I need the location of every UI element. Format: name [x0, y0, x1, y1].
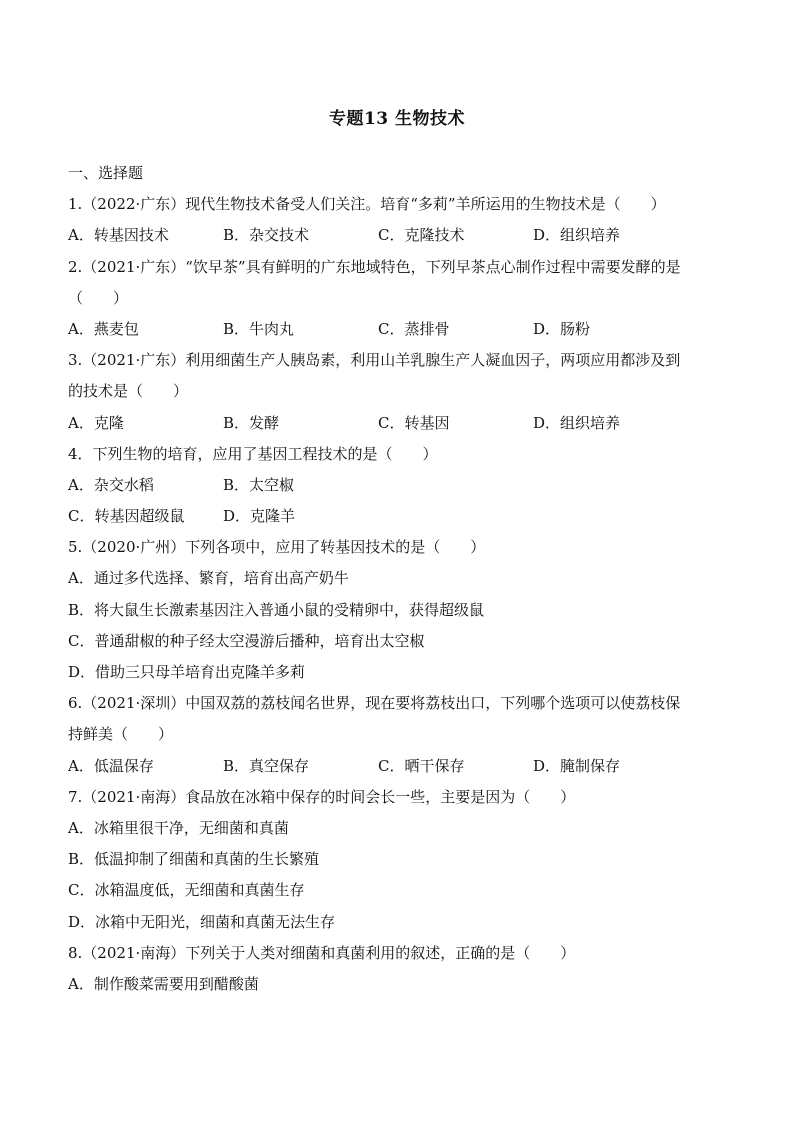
question-4-stem: 4．下列生物的培育，应用了基因工程技术的是（ ） [68, 444, 438, 463]
question-4-option-a[interactable]: A．杂交水稻 [68, 475, 154, 494]
question-2-option-c[interactable]: C．蒸排骨 [378, 319, 450, 338]
question-6-options [68, 751, 728, 782]
question-7-option-d[interactable]: D．冰箱中无阳光，细菌和真菌无法生存 [68, 912, 336, 931]
question-1-stem: 1.（2022·广东）现代生物技术备受人们关注。培育“多莉”羊所运用的生物技术是（ ） [68, 195, 666, 214]
question-3-options [68, 408, 728, 439]
question-3-stem: 3.（2021·广东）利用细菌生产人胰岛素，利用山羊乳腺生产人凝血因子，两项应用都涉及到 [68, 351, 681, 370]
question-2-stem: 2.（2021·广东）“饮早茶”具有鲜明的广东地域特色，下列早茶点心制作过程中需要发酵的是 [68, 257, 681, 276]
question-4-option-b[interactable]: B．太空椒 [223, 475, 295, 494]
question-1-option-c[interactable]: C．克隆技术 [378, 226, 465, 245]
question-2-option-b[interactable]: B．牛肉丸 [223, 319, 295, 338]
question-1-option-b[interactable]: B．杂交技术 [223, 226, 310, 245]
question-list [68, 158, 728, 1000]
question-1-option-d[interactable]: D．组织培养 [533, 226, 621, 245]
section-heading: 一、选择题 [68, 164, 144, 182]
question-5-option-a[interactable]: A．通过多代选择、繁育，培育出高产奶牛 [68, 569, 349, 588]
question-4-option-c[interactable]: C．转基因超级鼠 [68, 507, 185, 526]
question-8-stem: 8.（2021·南海）下列关于人类对细菌和真菌利用的叙述，正确的是（ ） [68, 943, 576, 962]
question-2-option-d[interactable]: D．肠粉 [533, 319, 591, 338]
question-3-option-d[interactable]: D．组织培养 [533, 413, 621, 432]
question-3-option-c[interactable]: C．转基因 [378, 413, 450, 432]
question-3-option-b[interactable]: B．发酵 [223, 413, 280, 432]
question-1-option-a[interactable]: A．转基因技术 [68, 226, 169, 245]
question-6-option-c[interactable]: C．晒干保存 [378, 756, 465, 775]
question-2-options [68, 314, 728, 345]
question-2-stem-continued: （ ） [68, 288, 129, 307]
question-7-option-a[interactable]: A．冰箱里很干净，无细菌和真菌 [68, 818, 289, 837]
question-4-option-d[interactable]: D．克隆羊 [223, 507, 296, 526]
question-6-stem: 6.（2021·深圳）中国双荔的荔枝闻名世界，现在要将荔枝出口，下列哪个选项可以使荔枝保 [68, 694, 681, 713]
question-7-option-b[interactable]: B．低温抑制了细菌和真菌的生长繁殖 [68, 850, 320, 869]
question-8-option-a[interactable]: A．制作酸菜需要用到醋酸菌 [68, 974, 259, 993]
question-5-option-c[interactable]: C．普通甜椒的种子经太空漫游后播种，培育出太空椒 [68, 631, 425, 650]
question-3-option-a[interactable]: A．克隆 [68, 413, 124, 432]
question-4-options-row-2 [68, 501, 728, 532]
question-6-option-a[interactable]: A．低温保存 [68, 756, 154, 775]
question-5-option-b[interactable]: B．将大鼠生长激素基因注入普通小鼠的受精卵中，获得超级鼠 [68, 600, 485, 619]
question-5-stem: 5.（2020·广州）下列各项中，应用了转基因技术的是（ ） [68, 538, 486, 557]
question-5-option-d[interactable]: D．借助三只母羊培育出克隆羊多莉 [68, 663, 306, 681]
question-2-option-a[interactable]: A．燕麦包 [68, 319, 139, 338]
question-4-options-row-1 [68, 470, 728, 501]
question-3-stem-continued: 的技术是（ ） [68, 382, 189, 401]
question-1-options [68, 220, 728, 251]
question-6-option-d[interactable]: D．腌制保存 [533, 756, 621, 775]
page-title: 专题13 生物技术 [328, 109, 466, 129]
question-7-stem: 7.（2021·南海）食品放在冰箱中保存的时间会长一些，主要是因为（ ） [68, 787, 576, 806]
question-6-stem-continued: 持鲜美（ ） [68, 725, 174, 744]
question-6-option-b[interactable]: B．真空保存 [223, 756, 310, 775]
question-7-option-c[interactable]: C．冰箱温度低，无细菌和真菌生存 [68, 881, 305, 900]
